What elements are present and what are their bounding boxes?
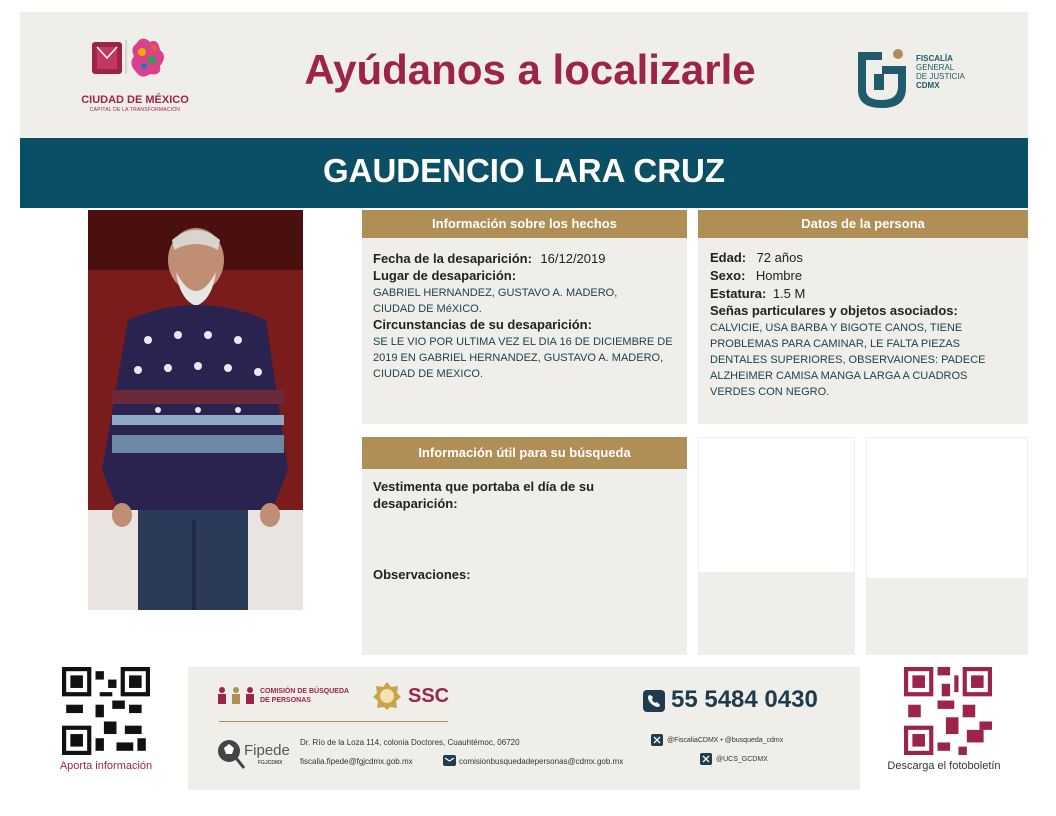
extra-photo-1-blank <box>699 438 854 572</box>
hechos-content <box>373 250 683 382</box>
address-text: Dr. Río de la Loza 114, colonia Doctores, Cuauhtémoc, 06720 <box>300 738 520 747</box>
person-name: GAUDENCIO LARA CRUZ <box>322 152 726 189</box>
email-fipede[interactable]: fiscalia.fipede@fgjcdmx.gob.mx <box>300 757 413 766</box>
extra-photo-slot-1 <box>698 437 855 655</box>
fgj-line2: GENERAL <box>916 63 955 72</box>
lugar-value: GABRIEL HERNANDEZ, GUSTAVO A. MADERO, CIUDAD DE MéXICO. <box>373 287 618 315</box>
comision-name-l2: DE PERSONAS <box>260 697 311 704</box>
org-subtitle: CAPITAL DE LA TRANSFORMACIÓN <box>89 107 181 113</box>
estatura-label: Estatura: <box>710 286 767 301</box>
hechos-title: Información sobre los hechos <box>362 210 687 238</box>
fipede-sub: FGJCDMX <box>258 760 283 766</box>
person-photo <box>88 210 303 610</box>
phone-number[interactable]: 55 5484 0430 <box>671 686 818 713</box>
ssc-label: SSC <box>408 685 450 707</box>
senas-label: Señas particulares y objetos asociados: <box>710 303 958 318</box>
util-title: Información útil para su búsqueda <box>362 437 687 469</box>
util-panel <box>362 437 687 655</box>
comision-logo-icon <box>218 686 254 708</box>
x-social-icon-2 <box>700 753 712 765</box>
fecha-value: 16/12/2019 <box>540 251 606 266</box>
fipede-logo-icon <box>216 738 246 770</box>
qr-aporta-icon[interactable] <box>62 667 150 755</box>
fgj-line1: FISCALÍA <box>916 54 953 63</box>
social-handles-1[interactable]: @FiscaliaCDMX • @busqueda_cdmx <box>667 737 784 744</box>
page-headline: Ayúdanos a localizarle <box>304 46 756 93</box>
comision-name-l1: COMISIÓN DE BÚSQUEDA <box>260 688 350 695</box>
qr-right-caption: Descarga el fotoboletín <box>887 760 1001 772</box>
vestimenta-label: Vestimenta que portaba el día de su desaparición: <box>373 479 595 511</box>
fecha-label: Fecha de la desaparición: <box>373 251 532 266</box>
email-comision[interactable]: comisionbusquedadepersonas@cdmx.gob.mx <box>459 757 624 766</box>
extra-photo-slot-2 <box>866 437 1028 655</box>
mail-icon <box>443 755 456 766</box>
comision-name <box>260 687 370 705</box>
datos-title: Datos de la persona <box>698 210 1028 238</box>
edad-value: 72 años <box>756 250 803 265</box>
x-social-icon <box>651 734 663 746</box>
fipede-label: Fipede <box>244 742 290 759</box>
org-name: CIUDAD DE MÉXICO <box>81 94 189 106</box>
footer-divider <box>219 721 448 722</box>
ssc-badge-icon <box>372 681 402 711</box>
observaciones-label: Observaciones: <box>373 567 471 582</box>
fgj-logo-icon <box>852 46 910 108</box>
sexo-label: Sexo: <box>710 268 746 283</box>
edad-label: Edad: <box>710 250 747 265</box>
sexo-value: Hombre <box>755 268 803 283</box>
qr-left-caption: Aporta información <box>59 760 153 772</box>
circ-label: Circunstancias de su desaparición: <box>373 317 592 332</box>
extra-photo-2-blank <box>867 438 1027 578</box>
senas-value: CALVICIE, USA BARBA Y BIGOTE CANOS, TIENE PROBLEMAS PARA CAMINAR, LE FALTA PIEZAS DENTALES SUPERIORES, OBSERVAIONES: PADECE ALZHEIMER CAMISA MANGA LARGA A CUADROS VERDES CON NEGRO. <box>710 322 986 398</box>
phone-icon <box>643 690 665 712</box>
lugar-label: Lugar de desaparición: <box>373 268 517 283</box>
circ-value: SE LE VIO POR ULTIMA VEZ EL DIA 16 DE DICIEMBRE DE 2019 EN GABRIEL HERNANDEZ, GUSTAVO A. MADERO, CIUDAD DE MEXICO. <box>373 336 673 380</box>
social-handles-2[interactable]: @UCS_GCDMX <box>716 756 768 763</box>
estatura-value: 1.5 M <box>772 286 806 301</box>
fgj-line4: CDMX <box>916 81 940 90</box>
fgj-line3: DE JUSTICIA <box>916 72 965 81</box>
qr-fotoboletin-icon[interactable] <box>904 667 992 755</box>
datos-content <box>710 249 1022 400</box>
fgj-org-name <box>916 54 1016 90</box>
